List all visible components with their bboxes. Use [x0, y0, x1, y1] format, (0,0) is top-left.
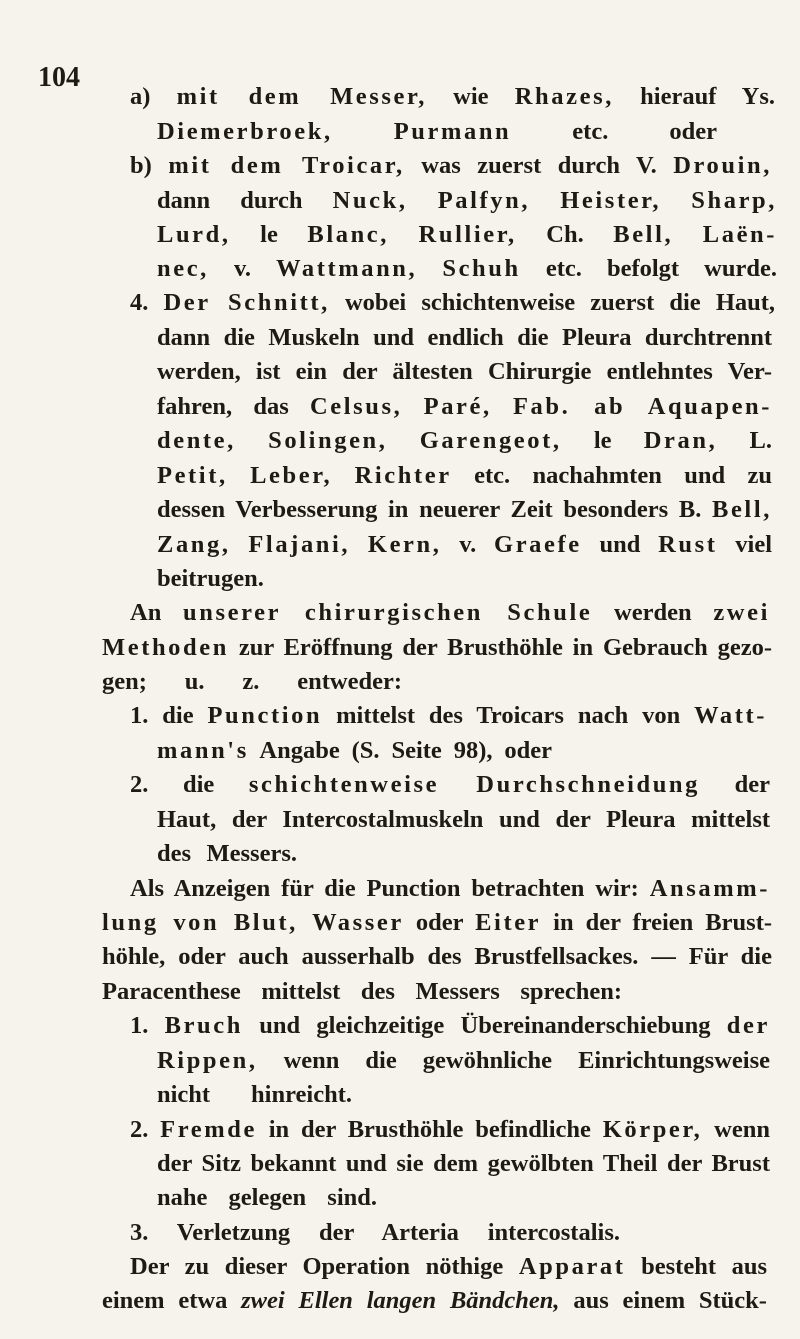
- text-run: [402, 393, 423, 420]
- spaced-emphasis: Solingen,: [268, 427, 388, 454]
- text-run: etc. befolgt wurde.: [520, 255, 777, 282]
- text-run: [408, 187, 438, 214]
- spaced-emphasis: Nuck,: [332, 187, 408, 214]
- text-line: [102, 942, 772, 972]
- spaced-emphasis: Methoden: [102, 634, 229, 661]
- spaced-emphasis: Rippen,: [157, 1047, 258, 1074]
- text-run: besteht aus: [625, 1253, 768, 1280]
- spaced-emphasis: Wattmann,: [276, 255, 418, 282]
- text-run: der Sitz bekannt und sie dem gewölbten Theil der Brust: [157, 1150, 770, 1177]
- spaced-emphasis: Celsus,: [309, 393, 403, 420]
- text-line: [157, 1149, 770, 1179]
- spaced-emphasis: Diemerbroek,: [157, 118, 333, 145]
- spaced-emphasis: Garengeot,: [419, 427, 562, 454]
- text-run: werden: [592, 599, 714, 626]
- text-line: [130, 598, 770, 628]
- text-line: [102, 908, 772, 938]
- text-line: [130, 701, 767, 731]
- text-line: [157, 495, 772, 525]
- text-run: v.: [441, 531, 495, 558]
- text-line: [130, 1011, 770, 1041]
- spaced-emphasis: unserer chirurgischen Schule: [183, 599, 593, 626]
- spaced-emphasis: Apparat: [518, 1253, 626, 1280]
- text-run: und gleichzeitige Übereinanderschiebung: [242, 1012, 727, 1039]
- spaced-emphasis: Palfyn,: [437, 187, 531, 214]
- text-run: 1. die: [130, 702, 208, 729]
- text-line: [157, 117, 717, 147]
- text-run: hierauf Ys.: [613, 83, 775, 110]
- text-line: [157, 220, 777, 250]
- spaced-emphasis: Ansamm-: [649, 875, 770, 902]
- text-run: beitrugen.: [157, 565, 264, 592]
- text-run: b): [130, 152, 169, 179]
- text-run: [492, 393, 513, 420]
- spaced-emphasis: Rhazes,: [514, 83, 614, 110]
- text-line: [157, 564, 264, 594]
- text-line: [157, 392, 772, 422]
- text-run: etc. nachahmten und zu: [451, 462, 773, 489]
- text-line: [130, 1252, 767, 1282]
- text-run: v.: [208, 255, 277, 282]
- text-run: wenn: [702, 1116, 770, 1143]
- spaced-emphasis: Flajani,: [248, 531, 351, 558]
- text-line: [157, 357, 772, 387]
- text-run: 4.: [130, 289, 164, 316]
- spaced-emphasis: Dran,: [643, 427, 718, 454]
- text-line: [157, 1046, 770, 1076]
- spaced-emphasis: mann's: [157, 737, 249, 764]
- text-run: [530, 187, 560, 214]
- spaced-emphasis: Kern,: [367, 531, 442, 558]
- text-run: des Messers.: [157, 840, 297, 867]
- text-line: [157, 1183, 377, 1213]
- text-run: Der zu dieser Operation nöthige: [130, 1253, 519, 1280]
- text-line: [157, 736, 552, 766]
- text-line: [157, 530, 772, 560]
- text-line: [130, 874, 770, 904]
- spaced-emphasis: Fab. ab Aquapen-: [512, 393, 773, 420]
- text-line: [102, 1286, 767, 1316]
- spaced-emphasis: Fremde: [160, 1116, 257, 1143]
- spaced-emphasis: nec,: [157, 255, 209, 282]
- text-run: Ch.: [516, 221, 614, 248]
- text-run: [228, 462, 250, 489]
- text-line: [157, 461, 772, 491]
- spaced-emphasis: Richter: [354, 462, 452, 489]
- text-line: [157, 323, 772, 353]
- spaced-emphasis: mit dem Messer,: [176, 83, 427, 110]
- text-run: [332, 462, 354, 489]
- text-run: in der Brusthöhle befindliche: [256, 1116, 603, 1143]
- spaced-emphasis: Paré,: [423, 393, 492, 420]
- spaced-emphasis: Graefe: [494, 531, 582, 558]
- text-line: [157, 254, 777, 284]
- spaced-emphasis: lung von Blut, Wasser: [102, 909, 404, 936]
- spaced-emphasis: Körper,: [602, 1116, 703, 1143]
- spaced-emphasis: Blanc,: [307, 221, 389, 248]
- text-run: [417, 255, 442, 282]
- text-run: Als Anzeigen für die Punction betrachten wir:: [130, 875, 650, 902]
- text-line: [130, 1115, 770, 1145]
- text-run: 3. Verletzung der Arteria intercostalis.: [130, 1219, 620, 1246]
- text-run: An: [130, 599, 184, 626]
- text-run: dessen Verbesserung in neuerer Zeit besonders B.: [157, 496, 712, 523]
- text-line: [157, 1080, 352, 1110]
- text-run: Haut, der Intercostalmuskeln und der Pleura mittelst: [157, 806, 771, 833]
- spaced-emphasis: Rullier,: [418, 221, 517, 248]
- spaced-emphasis: Bell,: [712, 496, 772, 523]
- text-run: 2. die: [130, 771, 249, 798]
- spaced-emphasis: Sharp,: [691, 187, 778, 214]
- text-line: [102, 667, 402, 697]
- text-run: nicht hinreicht.: [157, 1081, 353, 1108]
- text-run: und: [581, 531, 659, 558]
- text-line: [157, 426, 772, 456]
- text-line: [157, 805, 770, 835]
- text-run: mittelst des Troicars nach von: [322, 702, 695, 729]
- spaced-emphasis: Purmann: [393, 118, 512, 145]
- text-run: aus einem Stück-: [559, 1287, 767, 1314]
- text-run: le: [561, 427, 644, 454]
- text-run: Angabe (S. Seite 98), oder: [248, 737, 553, 764]
- spaced-emphasis: Rust: [658, 531, 718, 558]
- text-line: [130, 288, 775, 318]
- spaced-emphasis: Zang,: [157, 531, 231, 558]
- text-run: [661, 187, 691, 214]
- text-run: höhle, oder auch ausserhalb des Brustfellsackes. — Für die: [102, 943, 772, 970]
- spaced-emphasis: Heister,: [560, 187, 662, 214]
- text-run: wenn die gewöhnliche Einrichtungsweise: [257, 1047, 771, 1074]
- spaced-emphasis: Petit,: [157, 462, 228, 489]
- text-line: [102, 633, 772, 663]
- text-line: [157, 839, 297, 869]
- text-run: le: [230, 221, 308, 248]
- text-run: viel: [717, 531, 773, 558]
- page-number: 104: [38, 62, 80, 93]
- text-line: [157, 186, 777, 216]
- text-line: [130, 82, 775, 112]
- spaced-emphasis: mit dem Troicar,: [168, 152, 405, 179]
- text-run: 1.: [130, 1012, 165, 1039]
- text-run: 2.: [130, 1116, 161, 1143]
- text-run: werden, ist ein der ältesten Chirurgie entlehntes Ver-: [157, 358, 773, 385]
- text-run: [236, 427, 268, 454]
- text-run: etc. oder: [511, 118, 717, 145]
- spaced-emphasis: Leber,: [250, 462, 333, 489]
- spaced-emphasis: Punction: [207, 702, 323, 729]
- text-line: [130, 770, 770, 800]
- spaced-emphasis: der: [726, 1012, 770, 1039]
- spaced-emphasis: Drouin,: [673, 152, 772, 179]
- text-run: zur Eröffnung der Brusthöhle in Gebrauch gezo-: [228, 634, 773, 661]
- spaced-emphasis: Schuh: [442, 255, 521, 282]
- spaced-emphasis: zwei: [713, 599, 770, 626]
- text-run: a): [130, 83, 177, 110]
- text-run: wobei schichtenweise zuerst die Haut,: [329, 289, 776, 316]
- text-run: [231, 531, 249, 558]
- text-run: gen; u. z. entweder:: [102, 668, 402, 695]
- spaced-emphasis: Watt-: [694, 702, 768, 729]
- text-run: was zuerst durch V.: [404, 152, 674, 179]
- text-run: der: [700, 771, 770, 798]
- text-run: fahren, das: [157, 393, 310, 420]
- text-run: [673, 221, 703, 248]
- text-run: [388, 427, 420, 454]
- text-run: einem etwa: [102, 1287, 242, 1314]
- text-line: [130, 1218, 620, 1248]
- spaced-emphasis: Lurd,: [157, 221, 231, 248]
- text-run: [350, 531, 368, 558]
- spaced-emphasis: Bruch: [164, 1012, 243, 1039]
- text-run: [333, 118, 394, 145]
- spaced-emphasis: Laën-: [702, 221, 778, 248]
- text-run: wie: [426, 83, 515, 110]
- text-run: nahe gelegen sind.: [157, 1184, 377, 1211]
- text-run: Paracenthese mittelst des Messers sprechen:: [102, 978, 622, 1005]
- text-run: oder: [403, 909, 476, 936]
- text-run: L.: [717, 427, 773, 454]
- spaced-emphasis: Bell,: [613, 221, 674, 248]
- text-run: dann durch: [157, 187, 333, 214]
- text-run: dann die Muskeln und endlich die Pleura durchtrennt: [157, 324, 772, 351]
- spaced-emphasis: schichtenweise Durchschneidung: [248, 771, 701, 798]
- text-run: [389, 221, 419, 248]
- text-line: [102, 977, 622, 1007]
- italic-run: zwei Ellen langen Bändchen,: [241, 1287, 560, 1314]
- spaced-emphasis: Eiter: [475, 909, 542, 936]
- spaced-emphasis: dente,: [157, 427, 236, 454]
- text-run: in der freien Brust-: [541, 909, 773, 936]
- text-line: [130, 151, 772, 181]
- spaced-emphasis: Der Schnitt,: [163, 289, 330, 316]
